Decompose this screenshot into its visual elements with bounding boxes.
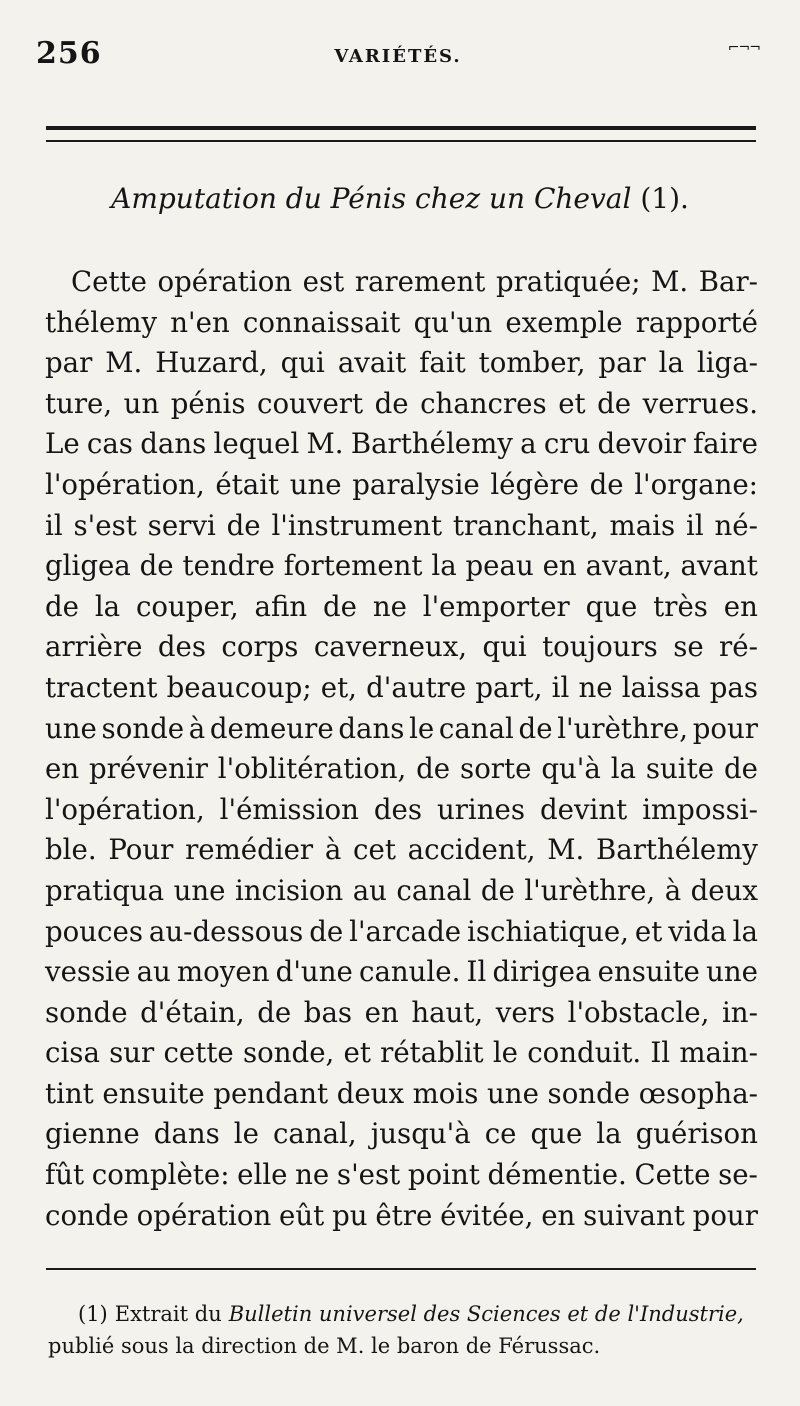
body-line: gienne dans le canal, jusqu'à ce que la guérison xyxy=(45,1117,758,1151)
running-head: VARIÉTÉS. xyxy=(334,46,462,67)
body-line: l'opération, était une paralysie légère de l'organe: xyxy=(45,467,758,501)
footnote xyxy=(48,1298,756,1362)
body-line: pouces au-dessous de l'arcade ischiatique, et vida la xyxy=(45,914,758,948)
body-line: ble. Pour remédier à cet accident, M. Barthélemy xyxy=(45,833,758,867)
body-line: ture, un pénis couvert de chancres et de verrues. xyxy=(45,386,758,420)
body-line: il s'est servi de l'instrument tranchant, mais il né- xyxy=(45,508,758,542)
footnote-line-1 xyxy=(48,1298,756,1330)
body-line: sonde d'étain, de bas en haut, vers l'obstacle, in- xyxy=(45,995,758,1029)
printer-mark-icon: ⌐¬¬ xyxy=(727,40,760,56)
body-line: tractent beaucoup; et, d'autre part, il ne laissa pas xyxy=(45,670,758,704)
body-line: thélemy n'en connaissait qu'un exemple rapporté xyxy=(45,305,758,339)
body-line: fût complète: elle ne s'est point démentie. Cette se- xyxy=(45,1158,758,1192)
body-line: arrière des corps caverneux, qui toujours se ré- xyxy=(45,630,758,664)
footnote-reference: (1). xyxy=(640,182,689,215)
body-line: de la couper, afin de ne l'emporter que très en xyxy=(45,589,758,623)
article-title xyxy=(40,182,760,215)
body-line: par M. Huzard, qui avait fait tomber, par la liga- xyxy=(45,346,758,380)
footnote-line-2: publié sous la direction de M. le baron de Férussac. xyxy=(48,1334,601,1358)
article-title-text: Amputation du Pénis chez un Cheval xyxy=(111,182,632,215)
body-line: tint ensuite pendant deux mois une sonde œsopha- xyxy=(45,1076,758,1110)
body-line: une sonde à demeure dans le canal de l'urèthre, pour xyxy=(45,711,758,745)
header-double-rule xyxy=(46,126,756,142)
body-line: cisa sur cette sonde, et rétablit le conduit. Il main- xyxy=(45,1036,758,1070)
article-body xyxy=(45,262,758,1236)
body-line: gligea de tendre fortement la peau en avant, avant xyxy=(45,549,758,583)
footnote-source-title: Bulletin universel des Sciences et de l'Industrie, xyxy=(228,1302,744,1326)
body-line: conde opération eût pu être évitée, en suivant pour xyxy=(45,1198,758,1232)
body-line: pratiqua une incision au canal de l'urèthre, à deux xyxy=(45,873,758,907)
page-number: 256 xyxy=(36,36,102,71)
footnote-marker: (1) xyxy=(78,1302,108,1326)
footnote-rule xyxy=(46,1268,756,1270)
page-header xyxy=(36,36,760,76)
body-line: l'opération, l'émission des urines devint impossi- xyxy=(45,792,758,826)
footnote-text: Extrait du xyxy=(114,1302,222,1326)
body-line: en prévenir l'oblitération, de sorte qu'à la suite de xyxy=(45,752,758,786)
body-line: Le cas dans lequel M. Barthélemy a cru devoir faire xyxy=(45,427,758,461)
body-line: vessie au moyen d'une canule. Il dirigea ensuite une xyxy=(45,955,758,989)
body-line: Cette opération est rarement pratiquée; M. Bar- xyxy=(71,265,758,298)
